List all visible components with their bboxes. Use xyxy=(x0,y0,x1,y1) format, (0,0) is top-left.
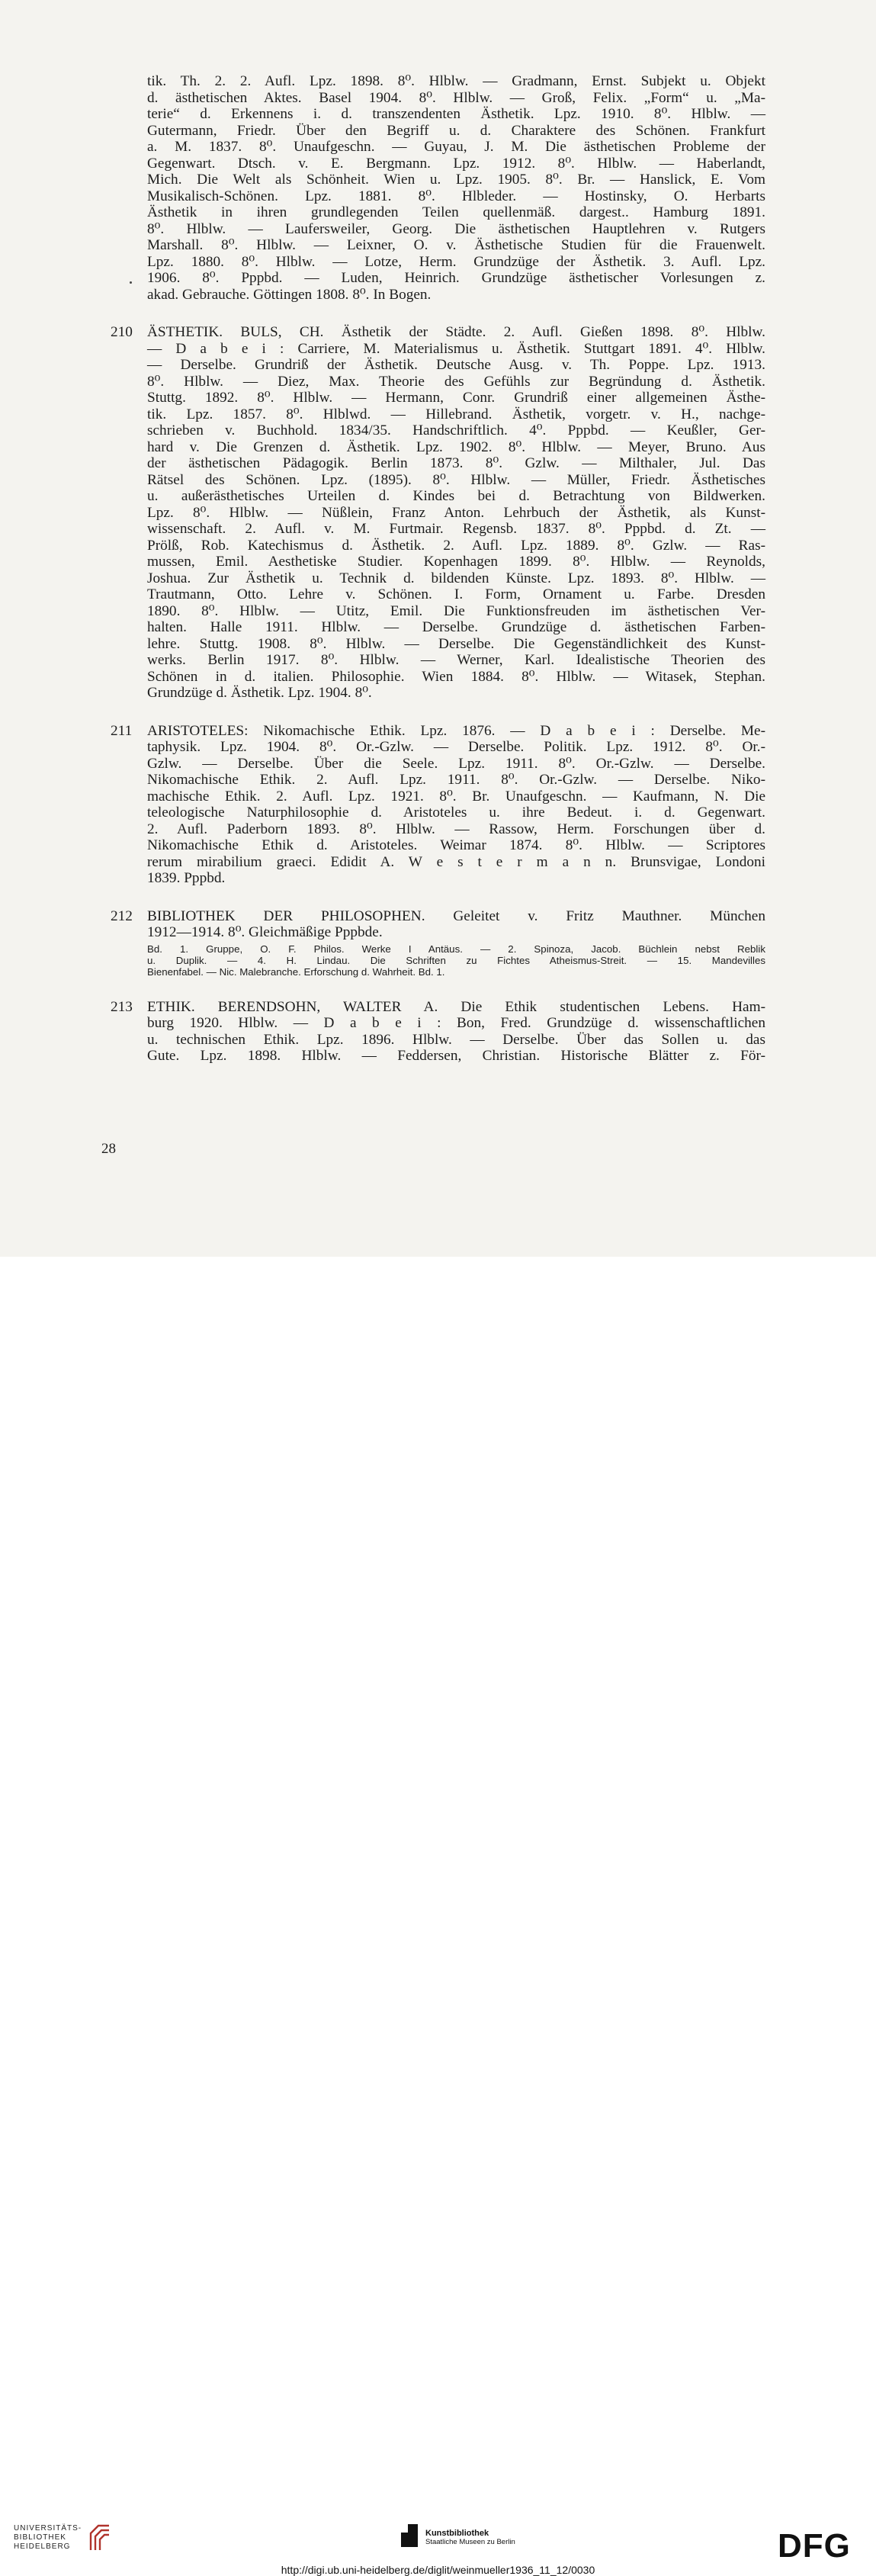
uni-line-2: BIBLIOTHEK xyxy=(14,2533,66,2542)
text-line: 8⁰. Hlblw. — Diez, Max. Theorie des Gefühls zur Begründung d. Ästhetik. xyxy=(147,373,765,390)
entry-text: BIBLIOTHEK DER PHILOSOPHEN. Geleitet v. Fritz Mauthner. München xyxy=(147,907,765,924)
entry-heading-line xyxy=(111,324,765,340)
text-line: Nikomachische Ethik d. Aristoteles. Weimar 1874. 8⁰. Hlblw. — Scriptores xyxy=(147,837,765,853)
text-line: wissenschaft. 2. Aufl. v. M. Furtmair. Regensb. 1837. 8⁰. Pppbd. d. Zt. — xyxy=(147,521,765,537)
text-line: Ästhetik in ihren grundlegenden Teilen quellenmäß. dargest.. Hamburg 1891. xyxy=(147,204,765,220)
text-line: Schönen in d. italien. Philosophie. Wien 1884. 8⁰. Hlblw. — Witasek, Stephan. xyxy=(147,668,765,685)
text-line: Nikomachische Ethik. 2. Aufl. Lpz. 1911. 8⁰. Or.-Gzlw. — Derselbe. Niko- xyxy=(147,772,765,788)
text-line: Marshall. 8⁰. Hlblw. — Leixner, O. v. Ästhetische Studien für die Frauenwelt. xyxy=(147,237,765,253)
text-line: Gutermann, Friedr. Über den Begriff u. d. Charaktere des Schönen. Frankfurt xyxy=(147,122,765,139)
text-line: u. Duplik. — 4. H. Lindau. Die Schriften zu Fichtes Atheismus-Streit. — 15. Mandevilles xyxy=(147,954,765,966)
text-line: der ästhetischen Pädagogik. Berlin 1873. 8⁰. Gzlw. — Milthaler, Jul. Das xyxy=(147,455,765,471)
kunstbibliothek-logo[interactable] xyxy=(399,2523,515,2552)
text-line: teleologische Naturphilosophie d. Aristoteles u. ihre Bedeut. i. d. Gegenwart. xyxy=(147,805,765,821)
text-line: burg 1920. Hlblw. — D a b e i : Bon, Fred. Grundzüge d. wissenschaftlichen xyxy=(147,1015,765,1031)
uni-line-3: HEIDELBERG xyxy=(14,2542,71,2551)
kb-line-1: Kunstbibliothek xyxy=(425,2529,489,2538)
text-line: akad. Gebrauche. Göttingen 1808. 8⁰. In Bogen. xyxy=(147,286,432,303)
text-line: lehre. Stuttg. 1908. 8⁰. Hlblw. — Derselbe. Die Gegenständlichkeit des Kunst- xyxy=(147,635,765,652)
text-line: tik. Lpz. 1857. 8⁰. Hlblwd. — Hillebrand. Ästhetik, vorgetr. v. H., nachge- xyxy=(147,406,765,422)
text-line: taphysik. Lpz. 1904. 8⁰. Or.-Gzlw. — Derselbe. Politik. Lpz. 1912. 8⁰. Or.- xyxy=(147,739,765,755)
text-line: Trautmann, Otto. Lehre v. Schönen. I. Form, Ornament u. Farbe. Dresden xyxy=(147,586,765,602)
text-line: Rätsel des Schönen. Lpz. (1895). 8⁰. Hlblw. — Müller, Friedr. Ästhetisches xyxy=(147,471,765,488)
entry-heading-line xyxy=(111,999,765,1015)
kunstbibliothek-emblem-icon xyxy=(399,2523,419,2552)
text-line: 1906. 8⁰. Pppbd. — Luden, Heinrich. Grundzüge ästhetischer Vorlesungen z. xyxy=(147,270,765,286)
text-line: — Derselbe. Grundriß der Ästhetik. Deutsche Ausg. v. Th. Poppe. Lpz. 1913. xyxy=(147,357,765,373)
text-line: hard v. Die Grenzen d. Ästhetik. Lpz. 1902. 8⁰. Hlblw. — Meyer, Bruno. Aus xyxy=(147,438,765,455)
text-line: Musikalisch-Schönen. Lpz. 1881. 8⁰. Hlbleder. — Hostinsky, O. Herbarts xyxy=(147,188,765,204)
text-line: machische Ethik. 2. Aufl. Lpz. 1921. 8⁰. Br. Unaufgeschn. — Kaufmann, N. Die xyxy=(147,788,765,805)
entry-number: 210 xyxy=(111,324,133,340)
text-line: Grundzüge d. Ästhetik. Lpz. 1904. 8⁰. xyxy=(147,685,372,701)
entry-text: ÄSTHETIK. BULS, CH. Ästhetik der Städte. 2. Aufl. Gießen 1898. 8⁰. Hlblw. xyxy=(147,324,765,340)
text-line: Joshua. Zur Ästhetik u. Technik d. bildenden Künste. Lpz. 1893. 8⁰. Hlblw. — xyxy=(147,570,765,586)
entry-number: 211 xyxy=(111,722,133,739)
text-line: — D a b e i : Carriere, M. Materialismus u. Ästhetik. Stuttgart 1891. 4⁰. Hlblw. xyxy=(147,340,765,357)
text-line: 1912—1914. 8⁰. Gleichmäßige Pppbde. xyxy=(147,924,383,940)
entry-text: ARISTOTELES: Nikomachische Ethik. Lpz. 1876. — D a b e i : Derselbe. Me- xyxy=(147,722,765,739)
scanned-page xyxy=(0,0,876,1257)
text-line: rerum mirabilium graeci. Edidit A. W e s t e r m a n n. Brunsvigae, Londoni xyxy=(147,853,765,870)
text-line: Gegenwart. Dtsch. v. E. Bergmann. Lpz. 1912. 8⁰. Hlblw. — Haberlandt, xyxy=(147,155,765,172)
text-line: 8⁰. Hlblw. — Laufersweiler, Georg. Die ästhetischen Hauptlehren v. Rutgers xyxy=(147,220,765,237)
page-number: 28 xyxy=(101,1141,116,1157)
text-line: Stuttg. 1892. 8⁰. Hlblw. — Hermann, Conr. Grundriß einer allgemeinen Ästhe- xyxy=(147,390,765,406)
entry-heading-line xyxy=(111,723,765,739)
text-line: u. außerästhetisches Urteilen d. Kindes bei d. Betrachtung von Bildwerken. xyxy=(147,488,765,504)
heidelberg-library-logo[interactable] xyxy=(14,2523,112,2553)
text-line: Bd. 1. Gruppe, O. F. Philos. Werke I Antäus. — 2. Spinoza, Jacob. Büchlein nebst Reblik xyxy=(147,943,765,955)
kb-line-2: Staatliche Museen zu Berlin xyxy=(425,2538,515,2546)
text-line: a. M. 1837. 8⁰. Unaufgeschn. — Guyau, J. M. Die ästhetischen Probleme der xyxy=(147,139,765,155)
text-line: 2. Aufl. Paderborn 1893. 8⁰. Hlblw. — Rassow, Herm. Forschungen über d. xyxy=(147,821,765,837)
entry-number: 213 xyxy=(111,998,133,1015)
permalink-url[interactable]: http://digi.ub.uni-heidelberg.de/diglit/weinmueller1936_11_12/0030 xyxy=(281,2564,595,2576)
footer-bar xyxy=(0,1257,876,2576)
text-line: terie“ d. Erkennens i. d. transzendenten Ästhetik. Lpz. 1910. 8⁰. Hlblw. — xyxy=(147,106,765,122)
text-line: halten. Halle 1911. Hlblw. — Derselbe. Grundzüge d. ästhetischen Farben- xyxy=(147,619,765,635)
text-line: Bienenfabel. — Nic. Malebranche. Erforschung d. Wahrheit. Bd. 1. xyxy=(147,965,445,978)
text-line: Lpz. 8⁰. Hlblw. — Nüßlein, Franz Anton. Lehrbuch der Ästhetik, als Kunst- xyxy=(147,504,765,521)
text-line: Gzlw. — Derselbe. Über die Seele. Lpz. 1911. 8⁰. Or.-Gzlw. — Derselbe. xyxy=(147,755,765,772)
kunstbibliothek-name xyxy=(425,2529,515,2546)
entry-text: ETHIK. BERENDSOHN, WALTER A. Die Ethik studentischen Lebens. Ham- xyxy=(147,998,765,1015)
dfg-logo[interactable]: DFG xyxy=(778,2527,851,2565)
text-line: tik. Th. 2. 2. Aufl. Lpz. 1898. 8⁰. Hlblw. — Gradmann, Ernst. Subjekt u. Objekt xyxy=(147,73,765,89)
text-line: Mich. Die Welt als Schönheit. Wien u. Lpz. 1905. 8⁰. Br. — Hanslick, E. Vom xyxy=(147,172,765,188)
heidelberg-emblem-icon xyxy=(86,2523,112,2553)
text-line: d. ästhetischen Aktes. Basel 1904. 8⁰. Hlblw. — Groß, Felix. „Form“ u. „Ma- xyxy=(147,89,765,106)
entry-heading-line xyxy=(111,908,765,924)
text-line: u. technischen Ethik. Lpz. 1896. Hlblw. — Derselbe. Über das Sollen u. das xyxy=(147,1031,765,1048)
text-line: Prölß, Rob. Katechismus d. Ästhetik. 2. Aufl. Lpz. 1889. 8⁰. Gzlw. — Ras- xyxy=(147,537,765,554)
text-line: werks. Berlin 1917. 8⁰. Hlblw. — Werner, Karl. Idealistische Theorien des xyxy=(147,652,765,668)
text-line: schrieben v. Buchhold. 1834/35. Handschriftlich. 4⁰. Pppbd. — Keußler, Ger- xyxy=(147,422,765,438)
text-line: Gute. Lpz. 1898. Hlblw. — Feddersen, Christian. Historische Blätter z. För- xyxy=(147,1048,765,1064)
margin-mark xyxy=(130,281,132,284)
text-line: mussen, Emil. Aesthetiske Studier. Kopenhagen 1899. 8⁰. Hlblw. — Reynolds, xyxy=(147,554,765,570)
heidelberg-library-name xyxy=(14,2524,82,2552)
entry-number: 212 xyxy=(111,907,133,924)
text-line: Lpz. 1880. 8⁰. Hlblw. — Lotze, Herm. Grundzüge der Ästhetik. 3. Aufl. Lpz. xyxy=(147,253,765,270)
text-line: 1890. 8⁰. Hlblw. — Utitz, Emil. Die Funktionsfreuden im ästhetischen Ver- xyxy=(147,602,765,619)
text-line: 1839. Pppbd. xyxy=(147,870,226,886)
uni-line-1: UNIVERSITÄTS- xyxy=(14,2524,82,2533)
